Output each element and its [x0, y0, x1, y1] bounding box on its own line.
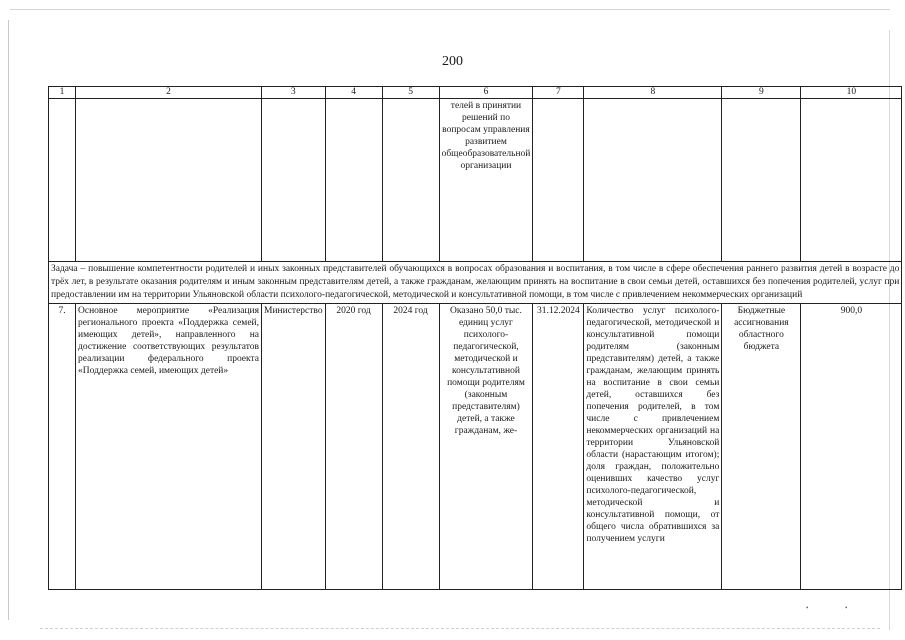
cont-cell-9	[722, 99, 801, 262]
continuation-row	[49, 99, 902, 262]
scan-edge-left	[8, 20, 9, 620]
cont-cell-5	[382, 99, 439, 262]
cont-cell-3	[262, 99, 326, 262]
deadline-date: 31.12.2024	[533, 304, 584, 590]
column-number-6: 6	[439, 87, 533, 99]
executor: Министерство	[262, 304, 326, 590]
scan-edge-bottom	[40, 628, 880, 630]
task-row	[49, 262, 902, 304]
activity-name: Основное мероприятие «Реализация регионального проекта «Поддержка семей, имеющих детей», направленного на достижение соответствующих результатов реализации федерального проекта «Поддержка семей, имеющих детей»	[76, 304, 262, 590]
column-number-2: 2	[76, 87, 262, 99]
column-number-4: 4	[325, 87, 382, 99]
funding-source: Бюджетные ассигнования областного бюджета	[722, 304, 801, 590]
document-table	[48, 86, 902, 590]
cont-cell-2	[76, 99, 262, 262]
table-row	[49, 304, 902, 590]
cont-cell-1	[49, 99, 76, 262]
scan-speck: •	[845, 604, 848, 612]
funding-amount: 900,0	[801, 304, 902, 590]
expected-result: Оказано 50,0 тыс. единиц услуг психолого-педагогической, методической и консультативной помощи родителям (законным представителям) детей, а также гражданам, же-	[439, 304, 533, 590]
page-number: 200	[442, 54, 463, 69]
table-header-row	[49, 87, 902, 99]
column-number-5: 5	[382, 87, 439, 99]
column-number-9: 9	[722, 87, 801, 99]
column-number-7: 7	[533, 87, 584, 99]
cont-cell-8	[584, 99, 722, 262]
column-number-1: 1	[49, 87, 76, 99]
cont-cell-4	[325, 99, 382, 262]
scan-speck: •	[806, 604, 809, 612]
indicator-text: Количество услуг психолого-педагогической, методической и консультативной помощи родителям (законным представителям) детей, а также гражданам, желающим принять на воспитание в свои семьи детей, оставшихся без попечения родителей, в том числе с привлечением некоммерческих организаций на территории Ульяновской области (нарастающим итогом); доля граждан, положительно оценивших качество услуг психолого-педагогической, методической и консультативной помощи, от общего числа обратившихся за получением услуги	[584, 304, 722, 590]
row-number: 7.	[49, 304, 76, 590]
cont-cell-7	[533, 99, 584, 262]
column-number-3: 3	[262, 87, 326, 99]
cont-cell-10	[801, 99, 902, 262]
scan-edge-top	[10, 9, 890, 10]
start-year: 2020 год	[325, 304, 382, 590]
task-text: Задача – повышение компетентности родителей и иных законных представителей обучающихся в вопросах образования и воспитания, в том числе в сфере обеспечения раннего развития детей в возрасте до трёх лет, в результате оказания родителям и иным законным представителям детей, а также гражданам, желающим принять на воспитание в свои семьи детей, оставшихся без попечения родителей, услуг при предоставлении им на территории Ульяновской области психолого-педагогической, методической и консультативной помощи, в том числе с привлечением некоммерческих организаций	[49, 262, 902, 304]
end-year: 2024 год	[382, 304, 439, 590]
column-number-8: 8	[584, 87, 722, 99]
cont-cell-6: телей в принятии решений по вопросам управления развитием общеобразовательной организации	[439, 99, 533, 262]
column-number-10: 10	[801, 87, 902, 99]
